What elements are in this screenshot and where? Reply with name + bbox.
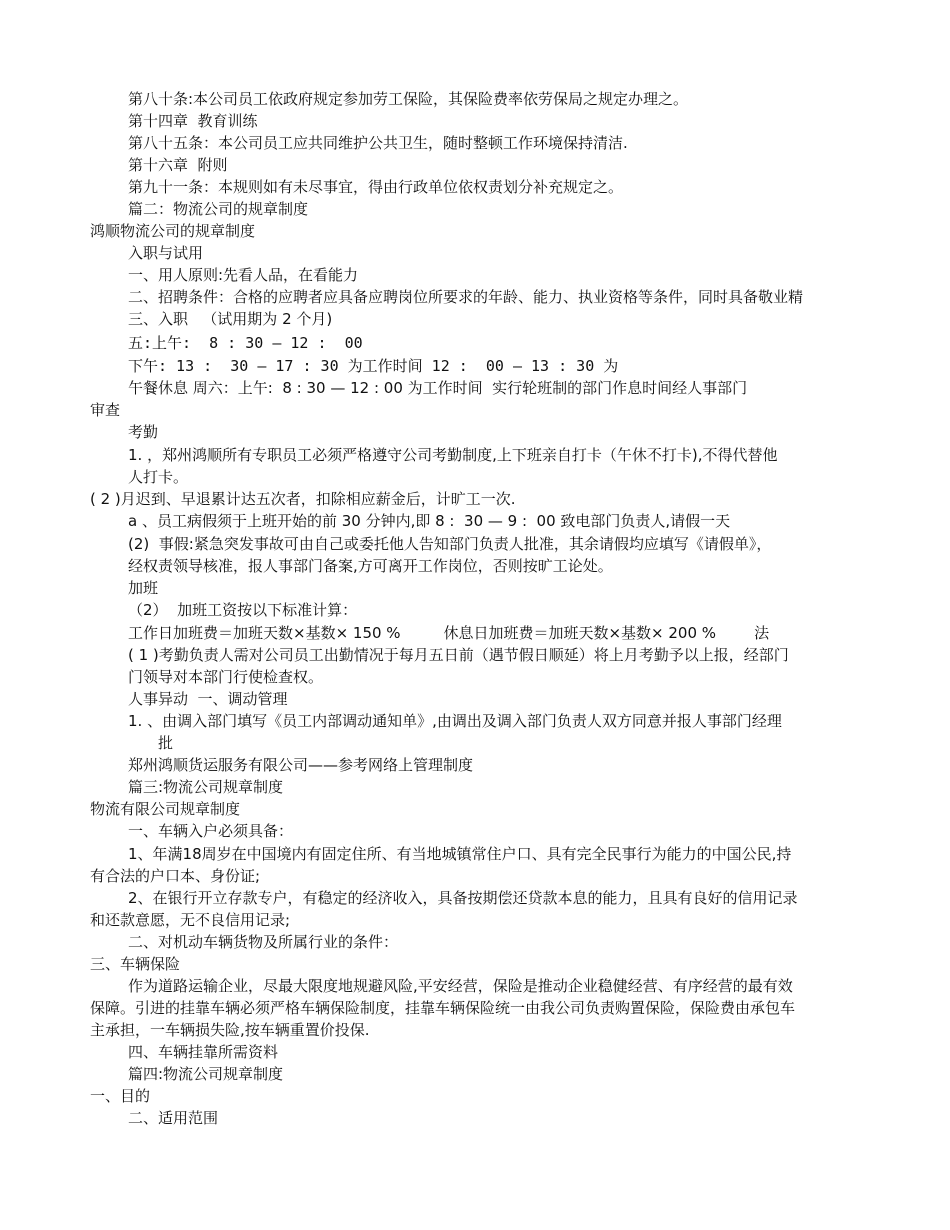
text-line: 批 — [158, 734, 174, 752]
section-heading: 一、目的 — [90, 1087, 151, 1105]
text-line: 2、在银行开立存款专户，有稳定的经济收入，具备按期偿还贷款本息的能力，且具有良好的信用记录 — [128, 889, 798, 907]
text-line: 三、入职 （试用期为 2 个月) — [128, 310, 333, 328]
text-line: ( 2 )月迟到、早退累计达五次者，扣除相应薪金后，计旷工一次. — [90, 490, 516, 508]
document-title: 鸿顺物流公司的规章制度 — [90, 222, 256, 240]
section-heading: 二、适用范围 — [128, 1109, 219, 1127]
text-line: 1. 、由调入部门填写《员工内部调动通知单》,由调出及调入部门负责人双方同意并报人事部门经理 — [128, 712, 782, 730]
text-line: 作为道路运输企业，尽最大限度地规避风险,平安经营，保险是推动企业稳健经营、有序经营的最有效 — [128, 977, 793, 995]
text-line: 午餐休息 周六：上午: 8 : 30 — 12 : 00 为工作时间 实行轮班制的部门作息时间经人事部门 — [128, 379, 748, 397]
text-line: （2） 加班工资按以下标准计算： — [128, 601, 358, 619]
text-line: 主承担，一车辆损失险,按车辆重置价投保. — [90, 1021, 370, 1039]
text-line: 第八十五条：本公司员工应共同维护公共卫生，随时整顿工作环境保持清洁. — [128, 134, 628, 152]
text-line: 人打卡。 — [128, 468, 189, 486]
text-line: 第九十一条：本规则如有未尽事宜，得由行政单位依权责划分补充规定之。 — [128, 178, 624, 196]
text-line: 工作日加班费＝加班天数×基数× 150 % 休息日加班费＝加班天数×基数× 200 % 法 — [128, 624, 770, 642]
section-heading: 篇四:物流公司规章制度 — [128, 1065, 284, 1083]
text-line: 下午: 13 : 30 — 17 : 30 为工作时间 12 : 00 — 13 : 30 为 — [128, 357, 619, 375]
text-line: (2) 事假:紧急突发事故可由自己或委托他人告知部门负责人批准，其余请假均应填写《请假单》， — [128, 535, 772, 553]
text-line: 有合法的户口本、身份证; — [90, 867, 261, 885]
text-line: 1. ，郑州鸿顺所有专职员工必须严格遵守公司考勤制度,上下班亲自打卡（午休不打卡),不得代替他 — [128, 446, 778, 464]
text-line: ( 1 )考勤负责人需对公司员工出勤情况于每月五日前（遇节假日顺延）将上月考勤予以上报，经部门 — [128, 646, 789, 664]
text-line: 和还款意愿，无不良信用记录; — [90, 911, 291, 929]
text-line: 门领导对本部门行使检查权。 — [128, 668, 324, 686]
document-title: 物流有限公司规章制度 — [90, 800, 241, 818]
chapter-heading: 第十四章 教育训练 — [128, 112, 258, 130]
section-heading: 篇二：物流公司的规章制度 — [128, 200, 309, 218]
section-heading: 加班 — [128, 579, 159, 597]
section-heading: 入职与试用 — [128, 244, 204, 262]
text-line: 一、用人原则:先看人品，在看能力 — [128, 266, 359, 284]
chapter-heading: 第十六章 附则 — [128, 156, 228, 174]
text-line: 保障。引进的挂靠车辆必须严格车辆保险制度，挂靠车辆保险统一由我公司负责购置保险，保险费由承包车 — [90, 999, 796, 1017]
section-heading: 人事异动 一、调动管理 — [128, 690, 288, 708]
text-line: 1、年满18周岁在中国境内有固定住所、有当地城镇常住户口、具有完全民事行为能力的中国公民,持 — [128, 845, 792, 863]
text-line: 四、车辆挂靠所需资料 — [128, 1043, 279, 1061]
text-line: a 、员工病假须于上班开始的前 30 分钟内,即 8 : 30 — 9 : 00 致电部门负责人,请假一天 — [128, 512, 731, 530]
text-line: 郑州鸿顺货运服务有限公司——参考网络上管理制度 — [128, 756, 474, 774]
text-line: 经权责领导核准，报人事部门备案,方可离开工作岗位，否则按旷工论处。 — [128, 557, 613, 575]
text-line: 二、招聘条件：合格的应聘者应具备应聘岗位所要求的年龄、能力、执业资格等条件，同时具备敬业精 — [128, 288, 804, 306]
section-heading: 考勤 — [128, 423, 159, 441]
text-line: 二、对机动车辆货物及所属行业的条件： — [128, 933, 399, 951]
text-line: 审查 — [90, 401, 121, 419]
text-line: 第八十条:本公司员工依政府规定参加劳工保险，其保险费率依劳保局之规定办理之。 — [128, 90, 689, 108]
text-line: 一、车辆入户必须具备： — [128, 822, 294, 840]
text-line: 五:上午: 8 : 30 — 12 : 00 — [128, 334, 363, 352]
section-heading: 篇三:物流公司规章制度 — [128, 778, 284, 796]
section-heading: 三、车辆保险 — [90, 955, 181, 973]
